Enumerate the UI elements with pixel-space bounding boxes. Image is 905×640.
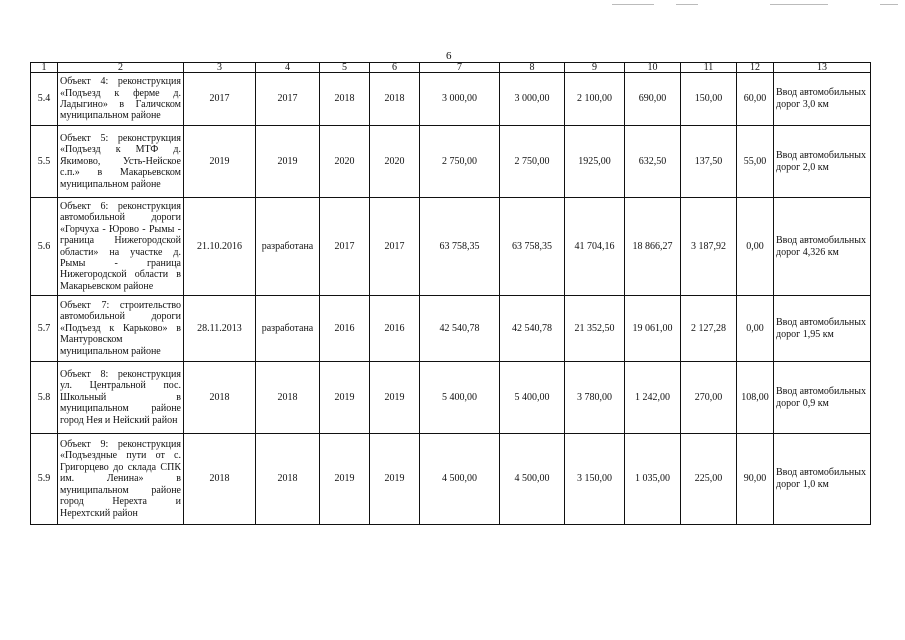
result-cell: Ввод автомобильных дорог 1,0 км (774, 434, 871, 525)
column-number-13: 13 (774, 63, 871, 73)
row-number-cell: 5.7 (31, 296, 58, 362)
cell-col-6: 2017 (370, 198, 420, 296)
cell-col-5: 2020 (320, 126, 370, 198)
cell-col-8: 5 400,00 (500, 362, 565, 434)
cell-col-5: 2019 (320, 362, 370, 434)
scan-mark-1 (612, 4, 654, 5)
cell-col-10: 19 061,00 (625, 296, 681, 362)
object-description-cell: Объект 5: реконструкция «Подъезд к МТФ д. Якимово, Усть-Нейское с.п.» в Макарьевском муниципальном районе (58, 126, 184, 198)
cell-col-3: 28.11.2013 (184, 296, 256, 362)
table-row (31, 434, 871, 525)
cell-col-4: разработана (256, 198, 320, 296)
cell-col-7: 42 540,78 (420, 296, 500, 362)
cell-col-3: 2018 (184, 362, 256, 434)
table-row (31, 126, 871, 198)
cell-col-10: 690,00 (625, 73, 681, 126)
table-row (31, 296, 871, 362)
scan-mark-4 (880, 4, 898, 5)
cell-col-5: 2017 (320, 198, 370, 296)
row-number-cell: 5.5 (31, 126, 58, 198)
row-number-cell: 5.9 (31, 434, 58, 525)
cell-col-9: 41 704,16 (565, 198, 625, 296)
cell-col-4: разработана (256, 296, 320, 362)
column-number-4: 4 (256, 63, 320, 73)
cell-col-11: 270,00 (681, 362, 737, 434)
cell-col-4: 2019 (256, 126, 320, 198)
cell-col-5: 2016 (320, 296, 370, 362)
cell-col-5: 2019 (320, 434, 370, 525)
object-description-cell: Объект 9: реконструкция «Подъездные пути от с. Григорцево до склада СПК им. Ленина» в муниципальном районе город Нерехта и Нерехтский район (58, 434, 184, 525)
cell-col-5: 2018 (320, 73, 370, 126)
cell-col-11: 137,50 (681, 126, 737, 198)
cell-col-6: 2020 (370, 126, 420, 198)
cell-col-7: 4 500,00 (420, 434, 500, 525)
result-cell: Ввод автомобильных дорог 3,0 км (774, 73, 871, 126)
cell-col-11: 2 127,28 (681, 296, 737, 362)
column-number-11: 11 (681, 63, 737, 73)
table-row (31, 198, 871, 296)
column-number-3: 3 (184, 63, 256, 73)
cell-col-10: 1 035,00 (625, 434, 681, 525)
result-cell: Ввод автомобильных дорог 1,95 км (774, 296, 871, 362)
cell-col-9: 2 100,00 (565, 73, 625, 126)
row-number-cell: 5.6 (31, 198, 58, 296)
cell-col-12: 90,00 (737, 434, 774, 525)
cell-col-8: 3 000,00 (500, 73, 565, 126)
result-cell: Ввод автомобильных дорог 2,0 км (774, 126, 871, 198)
cell-col-4: 2017 (256, 73, 320, 126)
cell-col-11: 225,00 (681, 434, 737, 525)
table-row (31, 362, 871, 434)
scan-mark-3 (770, 4, 828, 5)
cell-col-3: 2018 (184, 434, 256, 525)
cell-col-7: 3 000,00 (420, 73, 500, 126)
result-cell: Ввод автомобильных дорог 4,326 км (774, 198, 871, 296)
column-number-9: 9 (565, 63, 625, 73)
cell-col-10: 632,50 (625, 126, 681, 198)
program-table (30, 62, 871, 525)
cell-col-4: 2018 (256, 362, 320, 434)
cell-col-10: 18 866,27 (625, 198, 681, 296)
cell-col-8: 2 750,00 (500, 126, 565, 198)
cell-col-12: 108,00 (737, 362, 774, 434)
result-cell: Ввод автомобильных дорог 0,9 км (774, 362, 871, 434)
cell-col-11: 150,00 (681, 73, 737, 126)
page-number: 6 (446, 50, 452, 62)
column-number-6: 6 (370, 63, 420, 73)
cell-col-8: 42 540,78 (500, 296, 565, 362)
column-number-2: 2 (58, 63, 184, 73)
cell-col-6: 2019 (370, 362, 420, 434)
column-number-5: 5 (320, 63, 370, 73)
cell-col-9: 3 780,00 (565, 362, 625, 434)
column-number-8: 8 (500, 63, 565, 73)
object-description-cell: Объект 4: реконструкция «Подъезд к ферме д. Ладыгино» в Галичском муниципальном районе (58, 73, 184, 126)
object-description-cell: Объект 6: реконструкция автомобильной дороги «Горчуха - Юрово - Рымы - граница Нижегородской области» на участке д. Рымы - граница Нижегородской области в Макарьевском районе (58, 198, 184, 296)
cell-col-11: 3 187,92 (681, 198, 737, 296)
cell-col-7: 63 758,35 (420, 198, 500, 296)
scan-mark-2 (676, 4, 698, 5)
cell-col-12: 60,00 (737, 73, 774, 126)
object-description-cell: Объект 7: строительство автомобильной дороги «Подъезд к Карьково» в Мантуровском муниципальном районе (58, 296, 184, 362)
row-number-cell: 5.8 (31, 362, 58, 434)
row-number-cell: 5.4 (31, 73, 58, 126)
column-number-1: 1 (31, 63, 58, 73)
cell-col-7: 5 400,00 (420, 362, 500, 434)
cell-col-6: 2018 (370, 73, 420, 126)
column-number-10: 10 (625, 63, 681, 73)
cell-col-3: 2017 (184, 73, 256, 126)
cell-col-12: 0,00 (737, 296, 774, 362)
column-number-7: 7 (420, 63, 500, 73)
cell-col-9: 3 150,00 (565, 434, 625, 525)
cell-col-4: 2018 (256, 434, 320, 525)
cell-col-6: 2019 (370, 434, 420, 525)
cell-col-9: 1925,00 (565, 126, 625, 198)
cell-col-3: 21.10.2016 (184, 198, 256, 296)
cell-col-10: 1 242,00 (625, 362, 681, 434)
table-row (31, 73, 871, 126)
cell-col-12: 0,00 (737, 198, 774, 296)
cell-col-8: 63 758,35 (500, 198, 565, 296)
column-number-12: 12 (737, 63, 774, 73)
cell-col-3: 2019 (184, 126, 256, 198)
cell-col-9: 21 352,50 (565, 296, 625, 362)
cell-col-7: 2 750,00 (420, 126, 500, 198)
column-number-row (31, 63, 871, 73)
object-description-cell: Объект 8: реконструкция ул. Центральной пос. Школьный в муниципальном районе город Нея и Нейский район (58, 362, 184, 434)
cell-col-6: 2016 (370, 296, 420, 362)
cell-col-8: 4 500,00 (500, 434, 565, 525)
cell-col-12: 55,00 (737, 126, 774, 198)
